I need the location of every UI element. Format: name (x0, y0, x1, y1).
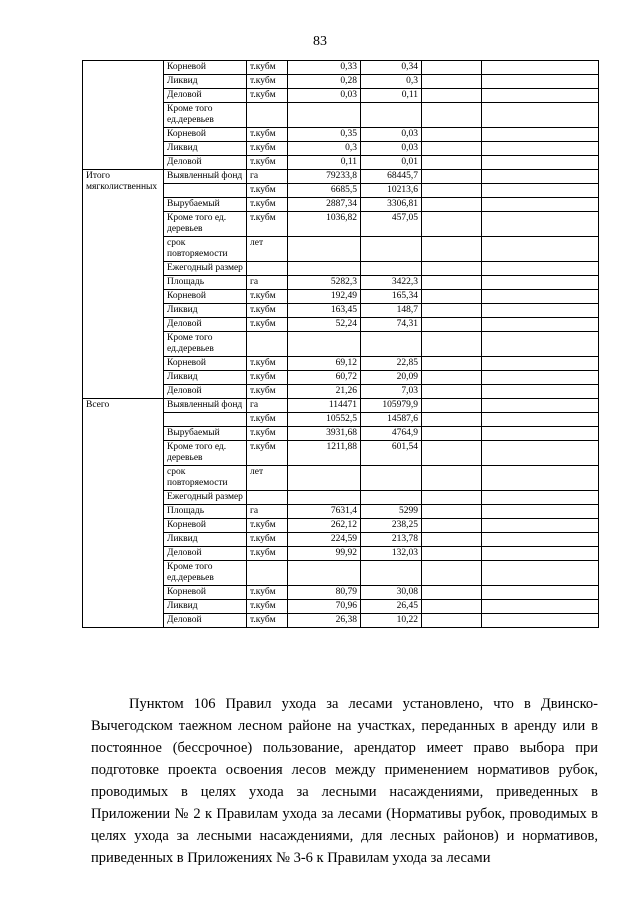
value-cell-2: 0,34 (361, 61, 422, 75)
value-cell-2: 20,09 (361, 371, 422, 385)
value-cell-2: 68445,7 (361, 170, 422, 184)
value-cell-empty (482, 547, 599, 561)
value-cell-1: 224,59 (288, 533, 361, 547)
value-cell-empty (482, 103, 599, 128)
value-cell-empty (482, 128, 599, 142)
value-cell-3 (422, 413, 482, 427)
row-label-cell: Ликвид (164, 304, 247, 318)
row-label-cell: Кроме того ед.деревьев (164, 103, 247, 128)
unit-cell: т.кубм (247, 519, 288, 533)
value-cell-1 (288, 466, 361, 491)
row-label-cell: Корневой (164, 357, 247, 371)
row-label-cell: Кроме того ед.деревьев (164, 561, 247, 586)
value-cell-empty (482, 533, 599, 547)
value-cell-empty (482, 237, 599, 262)
value-cell-3 (422, 600, 482, 614)
row-label-cell: Корневой (164, 586, 247, 600)
value-cell-1: 5282,3 (288, 276, 361, 290)
value-cell-empty (482, 212, 599, 237)
table-row (83, 399, 599, 413)
unit-cell: т.кубм (247, 156, 288, 170)
unit-cell: т.кубм (247, 128, 288, 142)
value-cell-1: 79233,8 (288, 170, 361, 184)
value-cell-empty (482, 441, 599, 466)
value-cell-2: 74,31 (361, 318, 422, 332)
row-label-cell: Выявленный фонд (164, 399, 247, 413)
value-cell-2 (361, 237, 422, 262)
value-cell-empty (482, 61, 599, 75)
value-cell-empty (482, 304, 599, 318)
value-cell-3 (422, 262, 482, 276)
value-cell-1: 10552,5 (288, 413, 361, 427)
table-body (83, 61, 599, 628)
unit-cell: т.кубм (247, 357, 288, 371)
value-cell-3 (422, 170, 482, 184)
value-cell-1: 26,38 (288, 614, 361, 628)
value-cell-3 (422, 466, 482, 491)
unit-cell: т.кубм (247, 304, 288, 318)
value-cell-2: 105979,9 (361, 399, 422, 413)
row-label-cell (164, 184, 247, 198)
value-cell-1: 114471 (288, 399, 361, 413)
value-cell-2: 601,54 (361, 441, 422, 466)
row-label-cell: срок повторяемости (164, 237, 247, 262)
unit-cell: т.кубм (247, 441, 288, 466)
value-cell-3 (422, 156, 482, 170)
value-cell-3 (422, 128, 482, 142)
value-cell-empty (482, 505, 599, 519)
unit-cell: т.кубм (247, 600, 288, 614)
value-cell-1 (288, 491, 361, 505)
unit-cell: т.кубм (247, 385, 288, 399)
value-cell-3 (422, 103, 482, 128)
value-cell-2: 213,78 (361, 533, 422, 547)
value-cell-3 (422, 198, 482, 212)
row-label-cell: Корневой (164, 61, 247, 75)
value-cell-empty (482, 466, 599, 491)
value-cell-3 (422, 614, 482, 628)
value-cell-3 (422, 357, 482, 371)
value-cell-empty (482, 371, 599, 385)
value-cell-2: 7,03 (361, 385, 422, 399)
value-cell-1: 192,49 (288, 290, 361, 304)
value-cell-3 (422, 533, 482, 547)
value-cell-1: 70,96 (288, 600, 361, 614)
unit-cell: лет (247, 466, 288, 491)
value-cell-empty (482, 332, 599, 357)
value-cell-empty (482, 399, 599, 413)
row-label-cell: Деловой (164, 547, 247, 561)
value-cell-2: 148,7 (361, 304, 422, 318)
unit-cell: т.кубм (247, 142, 288, 156)
unit-cell: т.кубм (247, 371, 288, 385)
unit-cell: га (247, 399, 288, 413)
unit-cell: т.кубм (247, 533, 288, 547)
value-cell-2: 0,3 (361, 75, 422, 89)
value-cell-1: 262,12 (288, 519, 361, 533)
value-cell-1: 60,72 (288, 371, 361, 385)
page-number: 83 (313, 34, 327, 49)
value-cell-3 (422, 212, 482, 237)
row-label-cell: Ликвид (164, 600, 247, 614)
value-cell-2: 165,34 (361, 290, 422, 304)
value-cell-3 (422, 304, 482, 318)
value-cell-1 (288, 262, 361, 276)
unit-cell: лет (247, 237, 288, 262)
value-cell-2: 3422,3 (361, 276, 422, 290)
unit-cell: т.кубм (247, 198, 288, 212)
value-cell-3 (422, 547, 482, 561)
unit-cell: т.кубм (247, 61, 288, 75)
value-cell-2 (361, 103, 422, 128)
value-cell-1: 80,79 (288, 586, 361, 600)
value-cell-3 (422, 237, 482, 262)
value-cell-3 (422, 61, 482, 75)
value-cell-3 (422, 586, 482, 600)
value-cell-1: 6685,5 (288, 184, 361, 198)
value-cell-2 (361, 466, 422, 491)
value-cell-1 (288, 103, 361, 128)
value-cell-1: 3931,68 (288, 427, 361, 441)
value-cell-2: 3306,81 (361, 198, 422, 212)
row-label-cell: Деловой (164, 318, 247, 332)
row-label-cell: Кроме того ед. деревьев (164, 441, 247, 466)
value-cell-empty (482, 318, 599, 332)
row-label-cell: Выявленный фонд (164, 170, 247, 184)
unit-cell: га (247, 276, 288, 290)
row-label-cell: Деловой (164, 385, 247, 399)
value-cell-3 (422, 427, 482, 441)
value-cell-1: 7631,4 (288, 505, 361, 519)
value-cell-3 (422, 491, 482, 505)
unit-cell: т.кубм (247, 184, 288, 198)
value-cell-empty (482, 198, 599, 212)
unit-cell: т.кубм (247, 586, 288, 600)
value-cell-2: 10,22 (361, 614, 422, 628)
value-cell-empty (482, 586, 599, 600)
row-label-cell: Деловой (164, 156, 247, 170)
value-cell-3 (422, 561, 482, 586)
value-cell-empty (482, 170, 599, 184)
row-label-cell: Деловой (164, 614, 247, 628)
value-cell-empty (482, 184, 599, 198)
value-cell-1 (288, 561, 361, 586)
value-cell-1: 0,35 (288, 128, 361, 142)
value-cell-2: 238,25 (361, 519, 422, 533)
value-cell-2: 10213,6 (361, 184, 422, 198)
unit-cell: га (247, 505, 288, 519)
value-cell-1: 2887,34 (288, 198, 361, 212)
value-cell-empty (482, 357, 599, 371)
unit-cell: т.кубм (247, 75, 288, 89)
row-label-cell: Площадь (164, 276, 247, 290)
row-label-cell: Вырубаемый (164, 198, 247, 212)
value-cell-3 (422, 142, 482, 156)
value-cell-2 (361, 262, 422, 276)
value-cell-1: 1036,82 (288, 212, 361, 237)
value-cell-empty (482, 262, 599, 276)
table-row (83, 170, 599, 184)
value-cell-3 (422, 385, 482, 399)
value-cell-2: 14587,6 (361, 413, 422, 427)
unit-cell: т.кубм (247, 427, 288, 441)
group-label-cell: Итого мягколиственных (83, 170, 164, 399)
value-cell-3 (422, 371, 482, 385)
value-cell-empty (482, 600, 599, 614)
unit-cell: т.кубм (247, 290, 288, 304)
unit-cell: т.кубм (247, 413, 288, 427)
unit-cell (247, 103, 288, 128)
row-label-cell: Площадь (164, 505, 247, 519)
value-cell-1 (288, 332, 361, 357)
unit-cell: т.кубм (247, 614, 288, 628)
value-cell-empty (482, 413, 599, 427)
row-label-cell: Ежегодный размер (164, 262, 247, 276)
value-cell-empty (482, 491, 599, 505)
value-cell-empty (482, 561, 599, 586)
value-cell-empty (482, 519, 599, 533)
table-row (83, 61, 599, 75)
value-cell-3 (422, 505, 482, 519)
value-cell-empty (482, 89, 599, 103)
row-label-cell: Корневой (164, 290, 247, 304)
forest-data-table (82, 60, 599, 628)
value-cell-2: 0,01 (361, 156, 422, 170)
value-cell-empty (482, 276, 599, 290)
value-cell-1: 0,3 (288, 142, 361, 156)
unit-cell: га (247, 170, 288, 184)
value-cell-empty (482, 614, 599, 628)
unit-cell (247, 332, 288, 357)
unit-cell (247, 262, 288, 276)
row-label-cell: Кроме того ед.деревьев (164, 332, 247, 357)
row-label-cell: Корневой (164, 128, 247, 142)
value-cell-1: 0,11 (288, 156, 361, 170)
group-label-cell (83, 61, 164, 170)
value-cell-3 (422, 318, 482, 332)
value-cell-empty (482, 427, 599, 441)
value-cell-2: 22,85 (361, 357, 422, 371)
value-cell-1: 69,12 (288, 357, 361, 371)
value-cell-2: 457,05 (361, 212, 422, 237)
value-cell-3 (422, 290, 482, 304)
value-cell-2: 0,03 (361, 142, 422, 156)
row-label-cell: Ежегодный размер (164, 491, 247, 505)
value-cell-1: 1211,88 (288, 441, 361, 466)
body-paragraph: Пунктом 106 Правил ухода за лесами установлено, что в Двинско-Вычегодском таежном лесном районе на участках, переданных в аренду или в постоянное (бессрочное) пользование, арендатор имеет право выбора при подготовке проекта освоения лесов между применением нормативов рубок, проводимых в целях ухода за лесными насаждениями, приведенных в Приложении № 2 к Правилам ухода за лесами (Нормативы рубок, проводимых в целях ухода за лесными насаждениями, для лесных районов) и нормативов, приведенных в Приложениях № 3-6 к Правилам ухода за лесами (91, 696, 598, 866)
row-label-cell: Корневой (164, 519, 247, 533)
row-label-cell: Деловой (164, 89, 247, 103)
value-cell-3 (422, 89, 482, 103)
value-cell-1 (288, 237, 361, 262)
value-cell-1: 0,33 (288, 61, 361, 75)
unit-cell: т.кубм (247, 547, 288, 561)
unit-cell (247, 561, 288, 586)
value-cell-2: 5299 (361, 505, 422, 519)
row-label-cell: Ликвид (164, 142, 247, 156)
value-cell-3 (422, 276, 482, 290)
row-label-cell: Ликвид (164, 75, 247, 89)
value-cell-1: 0,03 (288, 89, 361, 103)
value-cell-2: 0,03 (361, 128, 422, 142)
row-label-cell (164, 413, 247, 427)
value-cell-3 (422, 441, 482, 466)
unit-cell: т.кубм (247, 212, 288, 237)
value-cell-3 (422, 399, 482, 413)
value-cell-2 (361, 491, 422, 505)
value-cell-2 (361, 561, 422, 586)
value-cell-1: 52,24 (288, 318, 361, 332)
value-cell-2: 4764,9 (361, 427, 422, 441)
value-cell-2: 26,45 (361, 600, 422, 614)
unit-cell (247, 491, 288, 505)
value-cell-1: 99,92 (288, 547, 361, 561)
row-label-cell: Кроме того ед. деревьев (164, 212, 247, 237)
value-cell-3 (422, 519, 482, 533)
value-cell-2: 30,08 (361, 586, 422, 600)
value-cell-1: 21,26 (288, 385, 361, 399)
value-cell-empty (482, 156, 599, 170)
group-label-cell: Всего (83, 399, 164, 628)
value-cell-2 (361, 332, 422, 357)
value-cell-3 (422, 75, 482, 89)
row-label-cell: Ликвид (164, 533, 247, 547)
unit-cell: т.кубм (247, 89, 288, 103)
value-cell-1: 163,45 (288, 304, 361, 318)
row-label-cell: Ликвид (164, 371, 247, 385)
unit-cell: т.кубм (247, 318, 288, 332)
row-label-cell: срок повторяемости (164, 466, 247, 491)
value-cell-empty (482, 142, 599, 156)
row-label-cell: Вырубаемый (164, 427, 247, 441)
value-cell-empty (482, 290, 599, 304)
value-cell-2: 0,11 (361, 89, 422, 103)
value-cell-3 (422, 184, 482, 198)
value-cell-3 (422, 332, 482, 357)
value-cell-empty (482, 385, 599, 399)
value-cell-1: 0,28 (288, 75, 361, 89)
value-cell-empty (482, 75, 599, 89)
value-cell-2: 132,03 (361, 547, 422, 561)
